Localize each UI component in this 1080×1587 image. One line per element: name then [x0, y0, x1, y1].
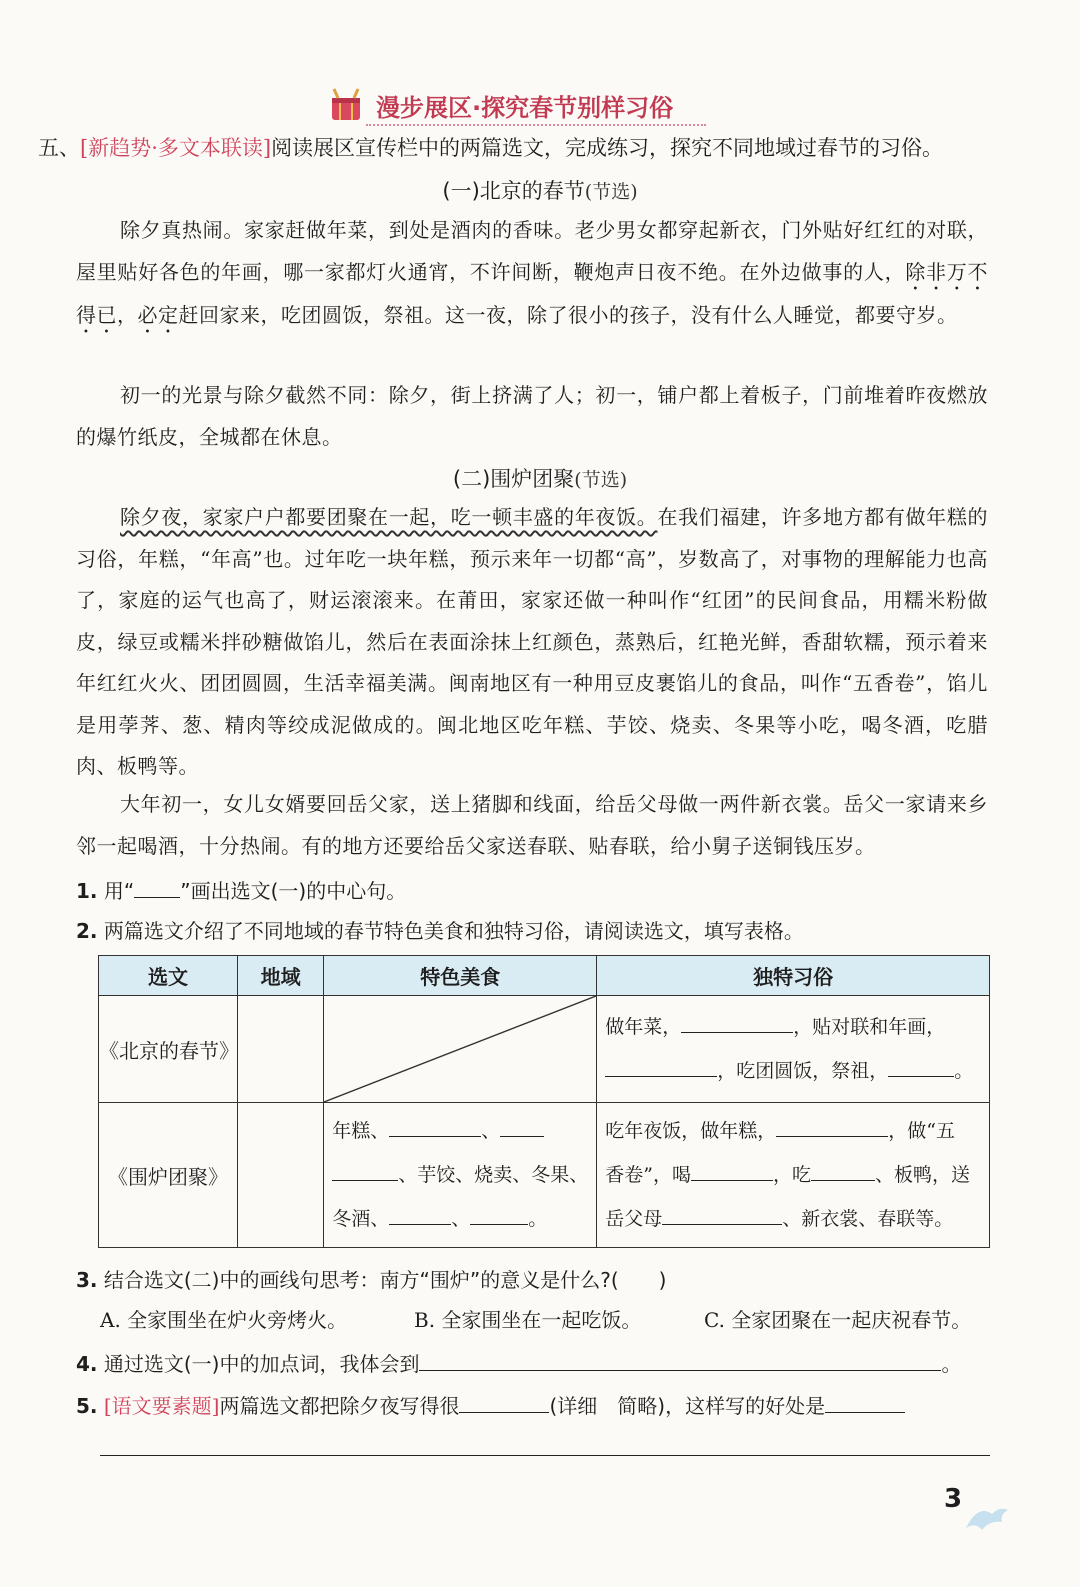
header-selection: 选文 [99, 956, 238, 996]
q5-blank-2[interactable] [825, 1393, 905, 1413]
row1-custom-cell [597, 996, 990, 1103]
row1-book: 《北京的春节》 [99, 996, 238, 1103]
article-1-title [0, 175, 1080, 205]
row2-custom-blank-1[interactable] [776, 1117, 888, 1137]
article-1-title-text: (一)北京的春节 [442, 179, 585, 203]
row2-food-blank-4[interactable] [389, 1205, 451, 1225]
row2-custom-g: 、新衣裳、春联等。 [782, 1208, 954, 1230]
row2-custom-a: 吃年夜饭，做年糕， [605, 1120, 777, 1142]
article-2-title-text: (二)围炉团聚 [452, 467, 575, 491]
q1-number: 1. [76, 879, 98, 903]
row2-food-blank-1[interactable] [389, 1117, 481, 1137]
row2-custom-b: ，做“五 [888, 1120, 955, 1142]
article-2-paragraph-2: 大年初一，女儿女婿要回岳父家，送上猪脚和线面，给岳父母做一两件新衣裳。岳父一家请来乡邻一起喝酒，十分热闹。有的地方还要给岳父家送春联、贴春联，给小舅子送铜钱压岁。 [76, 792, 988, 858]
table-header-row [99, 956, 990, 996]
header-region: 地域 [237, 956, 323, 996]
header-custom: 独特习俗 [597, 956, 990, 996]
question-2 [76, 915, 996, 944]
row2-food-blank-5[interactable] [470, 1205, 528, 1225]
diagonal-line [324, 996, 596, 1102]
article-1-paragraph-2: 初一的光景与除夕截然不同：除夕，街上挤满了人；初一，铺户都上着板子，门前堆着昨夜燃放的爆竹纸皮，全城都在休息。 [76, 383, 988, 449]
row2-custom-blank-4[interactable] [662, 1205, 782, 1225]
q2-number: 2. [76, 919, 98, 943]
article-2-paragraph-1 [76, 497, 988, 788]
row2-food-blank-3[interactable] [332, 1161, 398, 1181]
bird-icon [962, 1500, 1010, 1536]
banner-underline [366, 124, 706, 126]
q5-text: 两篇选文都把除夕夜写得很 [219, 1394, 460, 1418]
row2-custom-blank-3[interactable] [811, 1161, 875, 1181]
q5-answer-line[interactable] [100, 1455, 990, 1456]
q5-choice: (详细 简略)，这样写的好处是 [549, 1394, 826, 1418]
row2-food-c: 、芋饺、烧卖、冬果、 [398, 1164, 589, 1186]
q4-text: 通过选文(一)中的加点词，我体会到 [103, 1352, 420, 1376]
row2-custom-f: 岳父母 [605, 1208, 663, 1230]
answer-table [98, 955, 990, 1248]
row1-region-cell[interactable] [237, 996, 323, 1103]
article-1-note: (节选) [584, 181, 638, 203]
option-b[interactable]: B. 全家围坐在一起吃饭。 [414, 1308, 642, 1332]
section-tag: [新趋势·多文本联读] [80, 136, 272, 160]
page-number: 3 [944, 1484, 963, 1514]
row1-food-cell [324, 996, 597, 1103]
question-1 [76, 875, 996, 904]
row2-custom-d: ，吃 [772, 1164, 811, 1186]
row2-food-f: 。 [528, 1208, 548, 1230]
row2-custom-e: 、板鸭，送 [874, 1164, 970, 1186]
row1-custom-blank-3[interactable] [888, 1057, 954, 1077]
drum-icon [326, 88, 366, 122]
row1-custom-c: ，吃团圆饭，祭祖， [717, 1060, 889, 1082]
q3-text: 结合选文(二)中的画线句思考：南方“围炉”的意义是什么?( ) [103, 1268, 667, 1292]
section-5-heading [38, 132, 1048, 162]
q5-tag: [语文要素题] [103, 1394, 220, 1418]
row1-custom-b: ，贴对联和年画， [793, 1016, 946, 1038]
q4-number: 4. [76, 1352, 98, 1376]
article-1-p1-text-b: 赶回家来，吃团圆饭，祭祖。这一夜，除了很小的孩子，没有什么人睡觉，都要守岁。 [178, 302, 958, 327]
option-c[interactable]: C. 全家团聚在一起庆祝春节。 [704, 1308, 972, 1332]
q1-text-post: ”画出选文(一)的中心句。 [180, 879, 407, 903]
q5-number: 5. [76, 1394, 98, 1418]
row1-custom-a: 做年菜， [605, 1016, 682, 1038]
row1-custom-blank-2[interactable] [605, 1057, 717, 1077]
row2-book: 《围炉团聚》 [99, 1103, 238, 1248]
q4-answer-blank[interactable] [419, 1351, 941, 1371]
article-2-title [0, 463, 1080, 493]
row2-custom-cell [597, 1103, 990, 1248]
question-5 [76, 1390, 996, 1419]
article-1-paragraph-1 [76, 210, 988, 338]
section-instruction: 阅读展区宣传栏中的两篇选文，完成练习，探究不同地域过春节的习俗。 [271, 136, 944, 160]
wavy-underlined-sentence: 除夕夜，家家户户都要团聚在一起，吃一顿丰盛的年夜饭。 [120, 505, 658, 529]
question-4 [76, 1348, 996, 1377]
section-banner [326, 80, 726, 130]
question-3 [76, 1264, 996, 1293]
article-2-note: (节选) [574, 469, 628, 491]
row1-custom-blank-1[interactable] [681, 1013, 793, 1033]
row2-custom-c: 香卷”，喝 [605, 1164, 691, 1186]
section-number: 五、 [38, 136, 80, 160]
q3-number: 3. [76, 1268, 98, 1292]
banner-title: 漫步展区·探究春节别样习俗 [376, 93, 674, 122]
q1-blank[interactable] [134, 878, 180, 898]
row2-food-b: 、 [481, 1120, 501, 1142]
row2-food-blank-2[interactable] [500, 1117, 544, 1137]
article-2-p1-text: 在我们福建，许多地方都有做年糕的习俗，年糕，“年高”也。过年吃一块年糕，预示来年一切都“高”，岁数高了，对事物的理解能力也高了，家庭的运气也高了，财运滚滚来。在莆田，家家还做一种叫作“红团”的民间食品，用糯米粉做皮，绿豆或糯米拌砂糖做馅儿，然后在表面涂抹上红颜色，蒸熟后，红艳光鲜，香甜软糯，预示着来年红红火火、团团圆圆，生活幸福美满。闽南地区有一种用豆皮裹馅儿的食品，叫作“五香卷”，馅儿是用荸荠、葱、精肉等绞成泥做成的。闽北地区吃年糕、芋饺、烧卖、冬果等小吃，喝冬酒，吃腊肉、板鸭等。 [76, 505, 989, 778]
row2-food-d: 冬酒、 [332, 1208, 390, 1230]
q2-text: 两篇选文介绍了不同地域的春节特色美食和独特习俗，请阅读选文，填写表格。 [103, 919, 804, 943]
dotted-words: 除非万不得已，必定 [76, 259, 989, 327]
q4-end: 。 [941, 1352, 962, 1376]
option-a[interactable]: A. 全家围坐在炉火旁烤火。 [100, 1308, 348, 1332]
header-food: 特色美食 [324, 956, 597, 996]
row1-custom-d: 。 [954, 1060, 974, 1082]
row2-food-e: 、 [451, 1208, 471, 1230]
row2-food-a: 年糕、 [332, 1120, 390, 1142]
row2-region-cell[interactable] [237, 1103, 323, 1248]
article-1-p1-text-a: 除夕真热闹。家家赶做年菜，到处是酒肉的香味。老少男女都穿起新衣，门外贴好红红的对联，屋里贴好各色的年画，哪一家都灯火通宵，不许间断，鞭炮声日夜不绝。在外边做事的人， [76, 218, 988, 284]
row2-custom-blank-2[interactable] [691, 1161, 773, 1181]
q3-options [100, 1304, 1000, 1333]
q5-blank-1[interactable] [459, 1393, 549, 1413]
q1-text-pre: 用“ [103, 879, 135, 903]
row2-food-cell [324, 1103, 597, 1248]
table-row [99, 996, 990, 1103]
table-row [99, 1103, 990, 1248]
